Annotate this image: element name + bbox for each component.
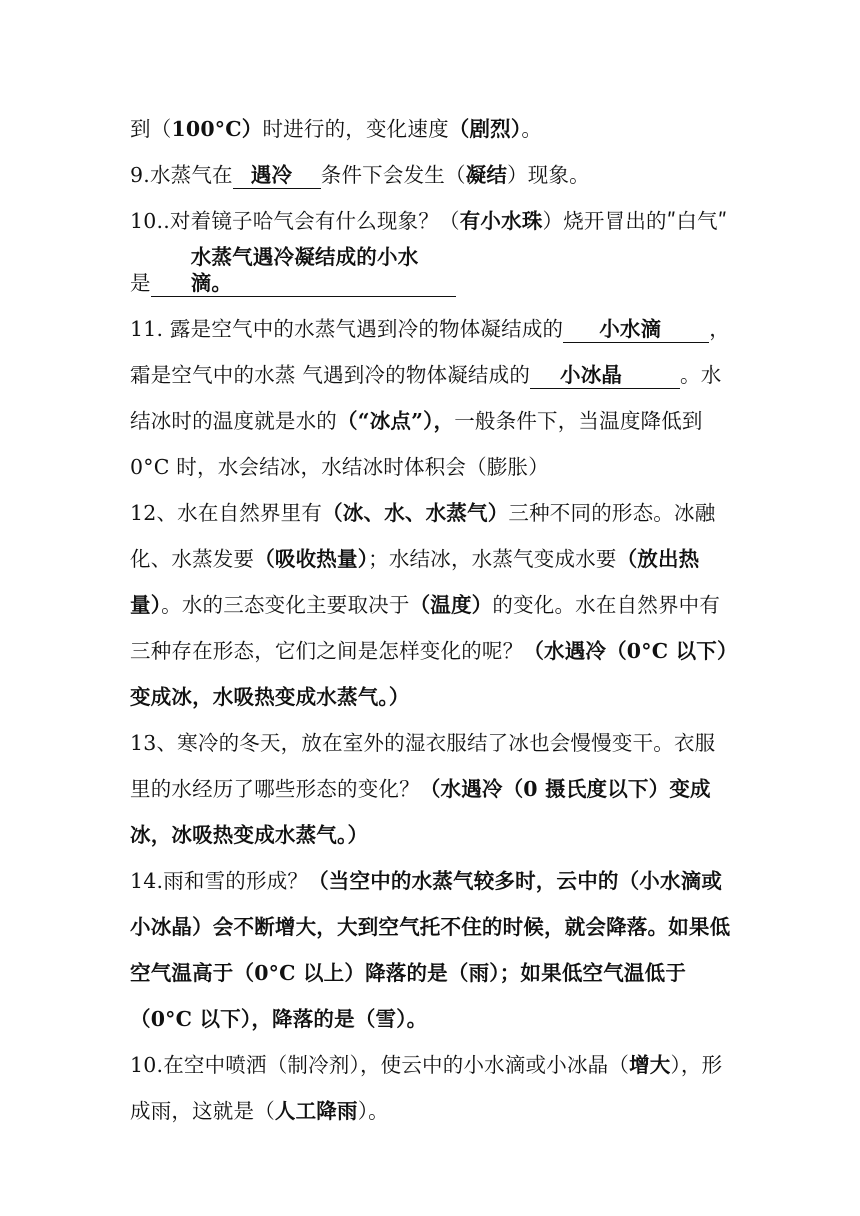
answer-freezing-point: （“冰点”）， [337,409,455,433]
text: 9.水蒸气在 [130,163,233,187]
paragraph-9 [130,152,735,198]
answer-state-change: （水遇冷（0°C 以下）变成冰，水吸热变成水蒸气。） [130,639,728,709]
text: ），形成雨，这就是（ [130,1053,723,1123]
paragraph-10-mirror [130,198,735,306]
text: 11. 露是空气中的水蒸气遇到冷的物体凝结成的 [130,317,564,341]
paragraph-boiling [130,106,735,152]
answer-blank-cold: 遇冷 [233,162,321,189]
paragraph-10-artificial-rain [130,1042,735,1134]
answer-release-heat: （放出热量） [130,547,700,617]
text: 条件下会发生（ [320,163,466,187]
paragraph-14 [130,858,735,1042]
text: 的变化。水在自然界中有三种存在形态，它们之间是怎样变化的呢？ [130,593,721,663]
text: ；水结冰，水蒸气变成水要 [368,547,617,571]
answer-temperature-factor: （温度） [409,593,493,617]
answer-blank-steam: 水蒸气遇冷凝结成的小水滴。 [151,244,456,297]
answer-absorb-heat: （吸收热量） [254,547,369,571]
text: ）。 [357,1099,389,1123]
text: 到（ [130,117,172,141]
text: 14.雨和雪的形成？ [130,869,309,893]
answer-condense: 凝结 [465,163,508,187]
answer-increase: 增大 [629,1053,671,1077]
answer-clothes-drying: （水遇冷（0 摄氏度以下）变成冰，冰吸热变成水蒸气。） [130,777,711,847]
text: 三种不同的形态。冰融化、水蒸发要 [130,501,716,571]
text: 。水的三态变化主要取决于 [161,593,410,617]
document-body [130,106,735,1134]
answer-three-states: （冰、水、水蒸气） [322,501,509,525]
text: 是 [130,271,151,295]
paragraph-12 [130,490,735,720]
answer-rain-snow: （当空中的水蒸气较多时，云中的（小水滴或小冰晶）会不断增大，大到空气托不住的时候，就会降落。如果低空气温高于（0°C 以上）降落的是（雨）；如果低空气温低于（0°C 以下），降落的是（雪）。 [130,869,731,1031]
text: ）现象。 [507,163,590,187]
answer-blank-frost: 小冰晶 [530,362,680,389]
paragraph-11 [130,306,735,490]
paragraph-13 [130,720,735,858]
text: 时进行的，变化速度 [262,117,449,141]
text: 一般条件下，当温度降低到 0°C 时，水会结冰，水结冰时体积会（膨胀） [130,409,703,479]
answer-temperature: 100°C） [171,117,263,141]
answer-blank-dew: 小水滴 [563,316,709,343]
text: 10..对着镜子哈气会有什么现象？（ [130,209,460,233]
answer-droplets: 有小水珠 [459,209,543,233]
answer-speed: （剧烈） [448,117,522,141]
answer-artificial-rain: 人工降雨 [274,1099,358,1123]
text: 10.在空中喷洒（制冷剂），使云中的小水滴或小冰晶（ [130,1053,630,1077]
text: 13、寒冷的冬天，放在室外的湿衣服结了冰也会慢慢变干。衣服里的水经历了哪些形态的变化？ [130,731,716,801]
text: ，霜是空气中的水蒸 气遇到冷的物体凝结成的 [130,317,730,387]
text: 12、水在自然界里有 [130,501,323,525]
text: ）烧开冒出的ʺ白气ʺ [542,209,728,233]
text: 。水结冰时的温度就是水的 [130,363,722,433]
text: 。 [521,117,543,141]
